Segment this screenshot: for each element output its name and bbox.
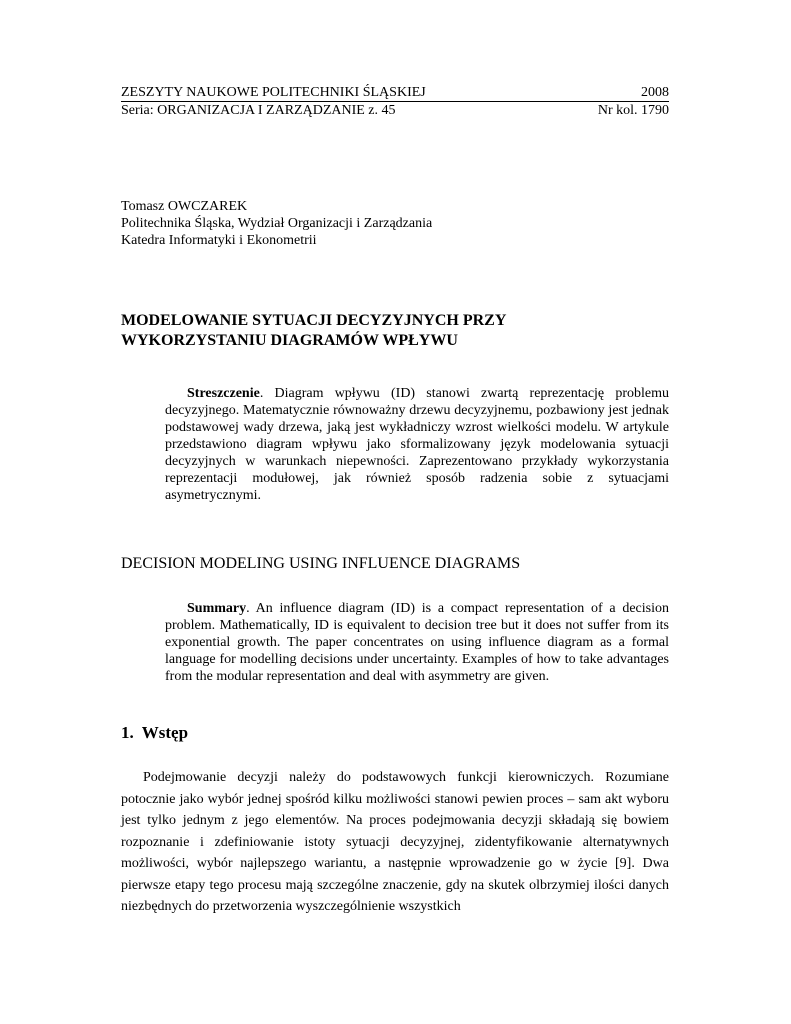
author-department: Katedra Informatyki i Ekonometrii xyxy=(121,233,317,248)
paper-title-line-2: WYKORZYSTANIU DIAGRAMÓW WPŁYWU xyxy=(121,332,458,349)
section-title: Wstęp xyxy=(141,723,189,742)
english-title: DECISION MODELING USING INFLUENCE DIAGRAMS xyxy=(121,555,521,572)
author-block xyxy=(121,198,669,249)
abstract-polish-text: . Diagram wpływu (ID) stanowi zwartą reprezentację problemu decyzyjnego. Matematycznie równoważny drzewu decyzyjnemu, pozbawiony jest jednak podstawowej wady drzewa, jaką jest wykładniczy wzrost wielkości modelu. W artykule przedstawiono diagram wpływu jako sformalizowany język modelowania sytuacji decyzyjnych w warunkach niepewności. Zaprezentowano przykłady wykorzystania reprezentacji modułowej, jak również sposób radzenia sobie z sytuacjami asymetrycznymi. xyxy=(165,386,669,503)
journal-name: ZESZYTY NAUKOWE POLITECHNIKI ŚLĄSKIEJ xyxy=(121,85,426,100)
abstract-english xyxy=(165,600,669,685)
journal-year: 2008 xyxy=(641,85,669,100)
series-name: Seria: ORGANIZACJA I ZARZĄDZANIE z. 45 xyxy=(121,103,396,118)
paper-title xyxy=(121,311,669,351)
author-name: Tomasz OWCZAREK xyxy=(121,199,248,214)
abstract-english-text: . An influence diagram (ID) is a compact representation of a decision problem. Mathematically, ID is equivalent to decision tree but it does not suffer from its exponential growth. The paper concentrates on using influence diagram as a formal language for modelling decisions under uncertainty. Examples of how to take advantages from the modular representation and deal with asymmetry are given. xyxy=(165,601,669,684)
section-number: 1. xyxy=(121,723,134,742)
section-heading xyxy=(121,722,188,744)
body-paragraph: Podejmowanie decyzji należy do podstawowych funkcji kierowniczych. Rozumiane potocznie jako wybór jednej spośród kilku możliwości stanowi pewien proces – sam akt wyboru jest tylko jednym z jego elementów. Na proces podejmowania decyzji składają się bowiem rozpoznanie i zdefiniowanie istoty sytuacji decyzyjnej, zidentyfikowanie alternatywnych możliwości, wybór najlepszego wariantu, a następnie wprowadzenie go w życie [9]. Dwa pierwsze etapy tego procesu mają szczególne znaczenie, gdy na skutek olbrzymiej ilości danych niezbędnych do przetworzenia wyszczególnienie wszystkich xyxy=(121,770,669,914)
abstract-polish-label: Streszczenie xyxy=(187,386,260,401)
paper-title-line-1: MODELOWANIE SYTUACJI DECYZYJNYCH PRZY xyxy=(121,312,507,329)
issue-number: Nr kol. 1790 xyxy=(597,103,669,118)
abstract-english-label: Summary xyxy=(187,601,247,616)
journal-header xyxy=(121,84,669,119)
author-affiliation: Politechnika Śląska, Wydział Organizacji i Zarządzania xyxy=(121,216,433,231)
series-header-row xyxy=(121,102,669,119)
abstract-polish xyxy=(165,385,669,504)
journal-header-row xyxy=(121,84,669,102)
